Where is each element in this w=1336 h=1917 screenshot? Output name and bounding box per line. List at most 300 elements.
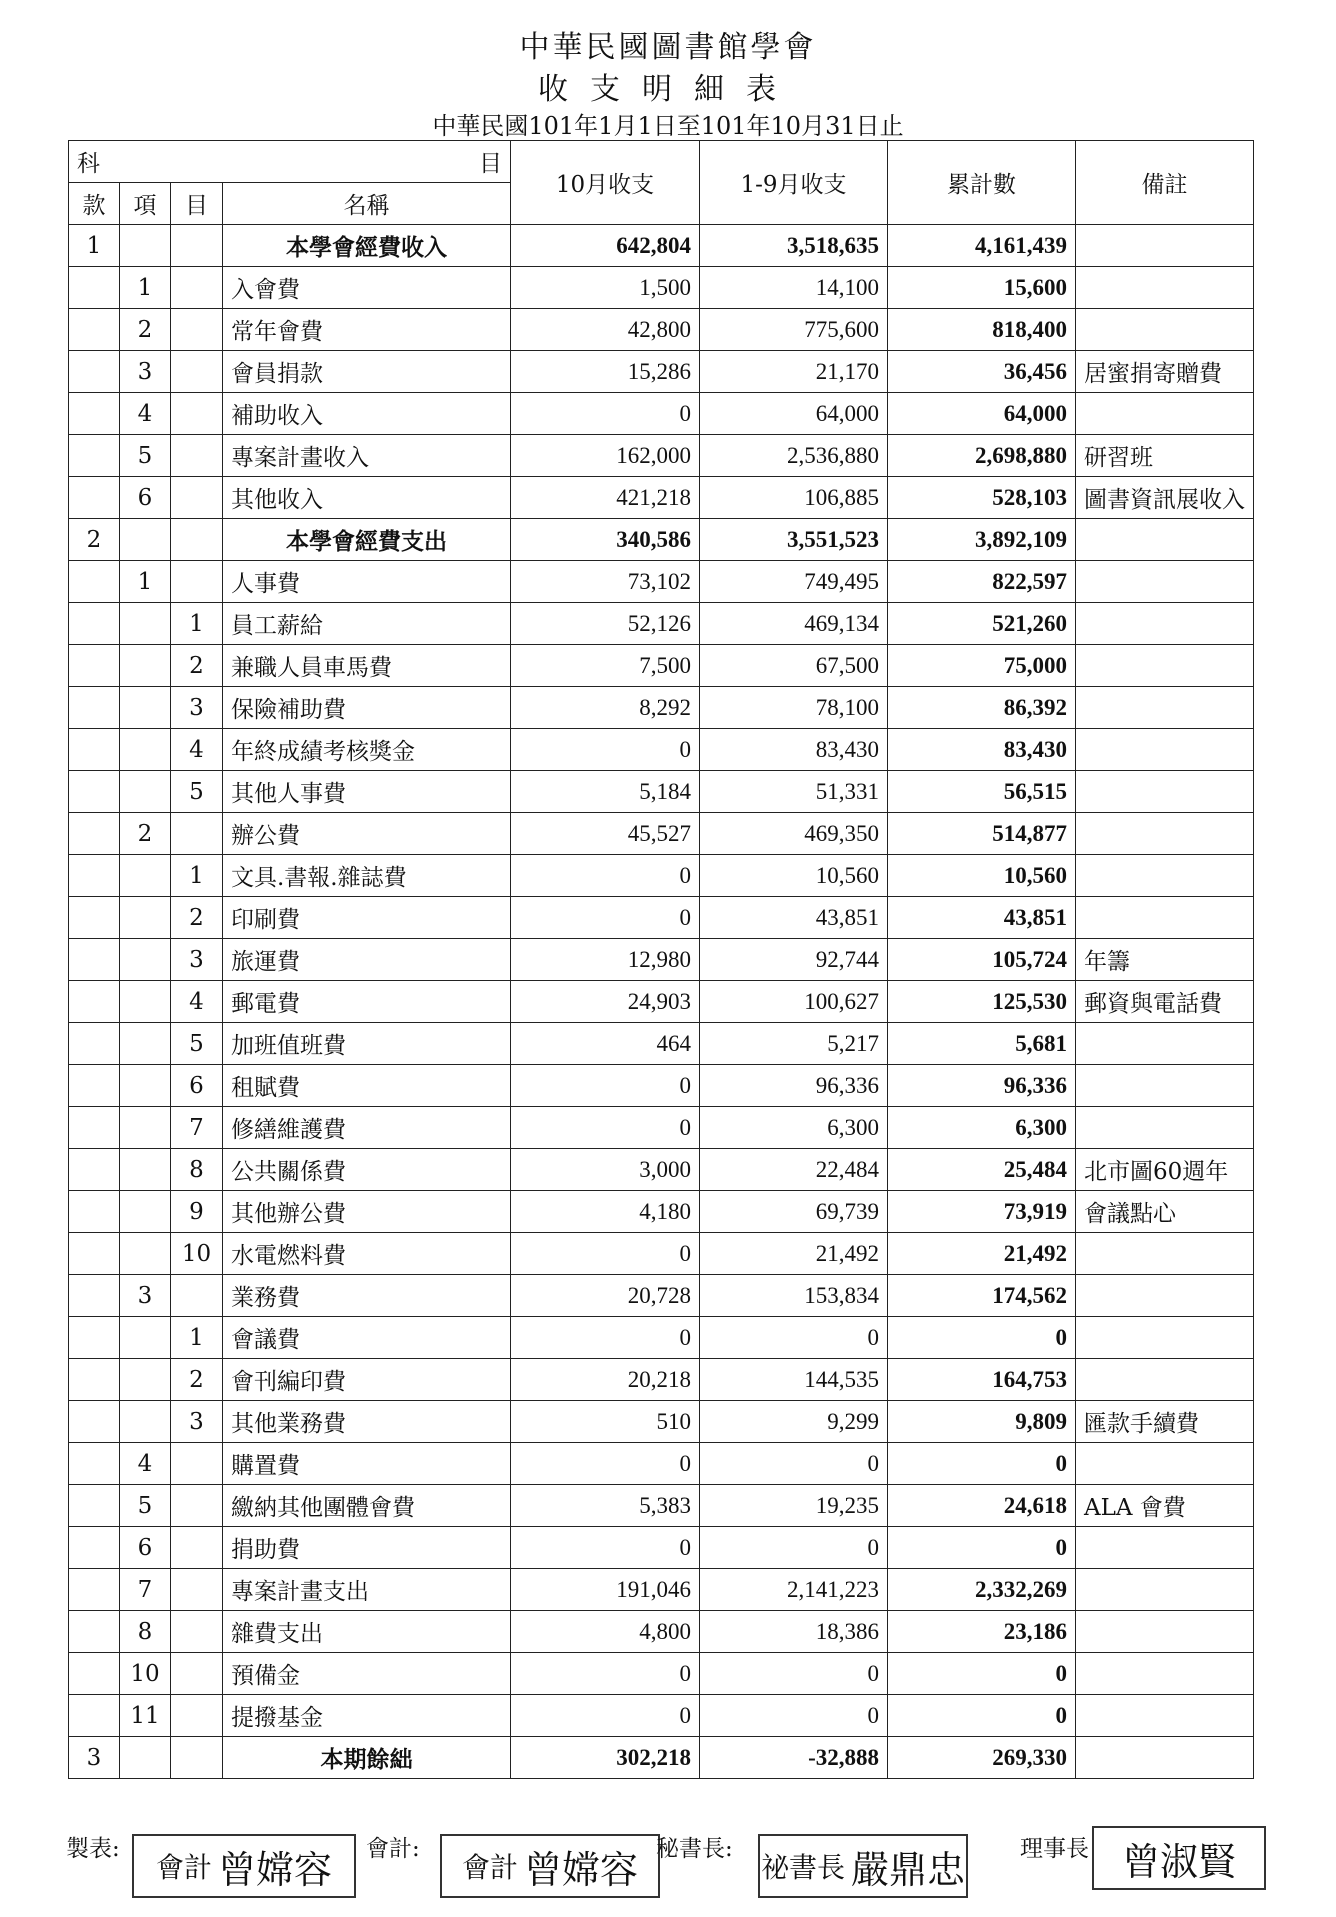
row-jan-sep: 19,235 bbox=[700, 1485, 888, 1527]
row-mu: 9 bbox=[171, 1191, 223, 1233]
row-mu bbox=[171, 1443, 223, 1485]
table-row bbox=[69, 1611, 1254, 1653]
row-cumulative: 43,851 bbox=[888, 897, 1076, 939]
table-row bbox=[69, 687, 1254, 729]
row-jan-sep: 51,331 bbox=[700, 771, 888, 813]
row-kuan bbox=[69, 813, 120, 855]
row-kuan bbox=[69, 1191, 120, 1233]
subject-header-left: 科 bbox=[77, 151, 100, 177]
table-row bbox=[69, 351, 1254, 393]
row-kuan bbox=[69, 1065, 120, 1107]
table-row bbox=[69, 1401, 1254, 1443]
row-jan-sep: 144,535 bbox=[700, 1359, 888, 1401]
row-jan-sep: 3,518,635 bbox=[700, 225, 888, 267]
row-oct: 0 bbox=[511, 1443, 700, 1485]
table-row bbox=[69, 813, 1254, 855]
row-mu bbox=[171, 519, 223, 561]
row-kuan bbox=[69, 1443, 120, 1485]
row-mu bbox=[171, 393, 223, 435]
row-xiang: 2 bbox=[120, 309, 171, 351]
prepared-stamp-title: 會計 bbox=[155, 1851, 212, 1884]
secretary-stamp-name: 嚴鼎忠 bbox=[851, 1847, 966, 1892]
row-oct: 642,804 bbox=[511, 225, 700, 267]
row-jan-sep: 83,430 bbox=[700, 729, 888, 771]
row-name: 郵電費 bbox=[223, 981, 511, 1023]
row-kuan bbox=[69, 309, 120, 351]
row-xiang: 4 bbox=[120, 393, 171, 435]
table-row bbox=[69, 1527, 1254, 1569]
header-row-1 bbox=[69, 141, 1254, 183]
row-note bbox=[1076, 645, 1254, 687]
row-mu: 1 bbox=[171, 603, 223, 645]
row-note: 研習班 bbox=[1076, 435, 1254, 477]
table-row bbox=[69, 1569, 1254, 1611]
row-xiang bbox=[120, 1359, 171, 1401]
row-name: 常年會費 bbox=[223, 309, 511, 351]
row-xiang bbox=[120, 771, 171, 813]
table-row bbox=[69, 561, 1254, 603]
chair-stamp-name: 曾淑賢 bbox=[1121, 1839, 1236, 1884]
row-cumulative: 0 bbox=[888, 1527, 1076, 1569]
row-mu bbox=[171, 225, 223, 267]
row-cumulative: 23,186 bbox=[888, 1611, 1076, 1653]
table-row bbox=[69, 1443, 1254, 1485]
table-row bbox=[69, 1317, 1254, 1359]
row-xiang: 11 bbox=[120, 1695, 171, 1737]
subject-header bbox=[69, 141, 511, 183]
row-xiang: 3 bbox=[120, 1275, 171, 1317]
row-note: 居蜜捐寄贈費 bbox=[1076, 351, 1254, 393]
table-row bbox=[69, 1653, 1254, 1695]
row-mu: 2 bbox=[171, 1359, 223, 1401]
row-jan-sep: -32,888 bbox=[700, 1737, 888, 1779]
row-name: 其他辦公費 bbox=[223, 1191, 511, 1233]
row-mu bbox=[171, 351, 223, 393]
row-note: 年籌 bbox=[1076, 939, 1254, 981]
accountant-stamp bbox=[440, 1834, 660, 1898]
row-mu: 2 bbox=[171, 897, 223, 939]
row-mu bbox=[171, 1275, 223, 1317]
row-jan-sep: 21,170 bbox=[700, 351, 888, 393]
row-jan-sep: 96,336 bbox=[700, 1065, 888, 1107]
table-row bbox=[69, 603, 1254, 645]
row-kuan bbox=[69, 1611, 120, 1653]
row-xiang bbox=[120, 1107, 171, 1149]
accountant-stamp-name: 曾嫦容 bbox=[524, 1847, 639, 1892]
row-name: 補助收入 bbox=[223, 393, 511, 435]
row-oct: 0 bbox=[511, 1107, 700, 1149]
row-oct: 0 bbox=[511, 393, 700, 435]
table-row bbox=[69, 1485, 1254, 1527]
row-cumulative: 269,330 bbox=[888, 1737, 1076, 1779]
row-mu bbox=[171, 435, 223, 477]
row-note bbox=[1076, 1569, 1254, 1611]
row-name: 兼職人員車馬費 bbox=[223, 645, 511, 687]
row-name: 提撥基金 bbox=[223, 1695, 511, 1737]
row-jan-sep: 106,885 bbox=[700, 477, 888, 519]
row-name: 會員捐款 bbox=[223, 351, 511, 393]
row-name: 捐助費 bbox=[223, 1527, 511, 1569]
table-row bbox=[69, 1359, 1254, 1401]
row-note bbox=[1076, 519, 1254, 561]
prepared-by-stamp bbox=[132, 1834, 356, 1898]
table-row bbox=[69, 645, 1254, 687]
row-xiang: 5 bbox=[120, 1485, 171, 1527]
row-mu bbox=[171, 477, 223, 519]
row-oct: 5,184 bbox=[511, 771, 700, 813]
table-row bbox=[69, 855, 1254, 897]
row-oct: 1,500 bbox=[511, 267, 700, 309]
row-note bbox=[1076, 1107, 1254, 1149]
row-note: 圖書資訊展收入 bbox=[1076, 477, 1254, 519]
row-note bbox=[1076, 1065, 1254, 1107]
row-note bbox=[1076, 687, 1254, 729]
col-header-oct: 10月收支 bbox=[511, 141, 700, 225]
row-xiang bbox=[120, 729, 171, 771]
row-jan-sep: 78,100 bbox=[700, 687, 888, 729]
row-name: 加班值班費 bbox=[223, 1023, 511, 1065]
row-xiang bbox=[120, 687, 171, 729]
row-xiang: 2 bbox=[120, 813, 171, 855]
row-cumulative: 0 bbox=[888, 1317, 1076, 1359]
row-xiang bbox=[120, 981, 171, 1023]
row-note bbox=[1076, 729, 1254, 771]
row-cumulative: 0 bbox=[888, 1695, 1076, 1737]
row-oct: 302,218 bbox=[511, 1737, 700, 1779]
row-xiang: 7 bbox=[120, 1569, 171, 1611]
row-oct: 4,180 bbox=[511, 1191, 700, 1233]
row-kuan bbox=[69, 687, 120, 729]
row-name: 本學會經費支出 bbox=[223, 519, 511, 561]
row-note bbox=[1076, 225, 1254, 267]
row-note bbox=[1076, 1317, 1254, 1359]
row-name: 保險補助費 bbox=[223, 687, 511, 729]
row-name: 預備金 bbox=[223, 1653, 511, 1695]
row-oct: 15,286 bbox=[511, 351, 700, 393]
row-cumulative: 528,103 bbox=[888, 477, 1076, 519]
row-cumulative: 125,530 bbox=[888, 981, 1076, 1023]
row-xiang bbox=[120, 225, 171, 267]
row-note bbox=[1076, 1443, 1254, 1485]
row-name: 租賦費 bbox=[223, 1065, 511, 1107]
row-oct: 42,800 bbox=[511, 309, 700, 351]
row-kuan bbox=[69, 1401, 120, 1443]
row-name: 其他人事費 bbox=[223, 771, 511, 813]
table-row bbox=[69, 393, 1254, 435]
table-row bbox=[69, 1737, 1254, 1779]
row-note bbox=[1076, 1695, 1254, 1737]
row-name: 業務費 bbox=[223, 1275, 511, 1317]
document-title: 收支明細表 bbox=[538, 72, 798, 107]
row-jan-sep: 5,217 bbox=[700, 1023, 888, 1065]
row-xiang bbox=[120, 897, 171, 939]
row-mu: 5 bbox=[171, 771, 223, 813]
row-kuan bbox=[69, 561, 120, 603]
row-mu bbox=[171, 813, 223, 855]
row-mu: 8 bbox=[171, 1149, 223, 1191]
col-header-jan-sep: 1-9月收支 bbox=[700, 141, 888, 225]
row-kuan bbox=[69, 1107, 120, 1149]
row-oct: 52,126 bbox=[511, 603, 700, 645]
col-header-xiang: 項 bbox=[120, 183, 171, 225]
row-jan-sep: 9,299 bbox=[700, 1401, 888, 1443]
table-row bbox=[69, 267, 1254, 309]
row-xiang: 1 bbox=[120, 267, 171, 309]
row-note bbox=[1076, 1653, 1254, 1695]
row-xiang bbox=[120, 1401, 171, 1443]
prepared-stamp-name: 曾嫦容 bbox=[218, 1847, 333, 1892]
row-name: 入會費 bbox=[223, 267, 511, 309]
row-cumulative: 6,300 bbox=[888, 1107, 1076, 1149]
row-kuan bbox=[69, 351, 120, 393]
row-note bbox=[1076, 771, 1254, 813]
row-oct: 510 bbox=[511, 1401, 700, 1443]
table-row bbox=[69, 309, 1254, 351]
row-mu: 4 bbox=[171, 981, 223, 1023]
col-header-cumulative: 累計數 bbox=[888, 141, 1076, 225]
row-cumulative: 73,919 bbox=[888, 1191, 1076, 1233]
row-oct: 191,046 bbox=[511, 1569, 700, 1611]
col-header-kuan: 款 bbox=[69, 183, 120, 225]
table-row bbox=[69, 1023, 1254, 1065]
row-jan-sep: 0 bbox=[700, 1653, 888, 1695]
row-xiang: 10 bbox=[120, 1653, 171, 1695]
row-cumulative: 174,562 bbox=[888, 1275, 1076, 1317]
row-xiang bbox=[120, 1233, 171, 1275]
row-kuan bbox=[69, 1695, 120, 1737]
row-mu: 6 bbox=[171, 1065, 223, 1107]
row-kuan bbox=[69, 1275, 120, 1317]
row-cumulative: 56,515 bbox=[888, 771, 1076, 813]
row-kuan bbox=[69, 1149, 120, 1191]
row-name: 本期餘絀 bbox=[223, 1737, 511, 1779]
row-cumulative: 521,260 bbox=[888, 603, 1076, 645]
row-name: 旅運費 bbox=[223, 939, 511, 981]
row-jan-sep: 18,386 bbox=[700, 1611, 888, 1653]
row-oct: 24,903 bbox=[511, 981, 700, 1023]
row-cumulative: 822,597 bbox=[888, 561, 1076, 603]
row-oct: 0 bbox=[511, 897, 700, 939]
row-mu: 3 bbox=[171, 687, 223, 729]
row-note bbox=[1076, 1023, 1254, 1065]
row-note bbox=[1076, 1527, 1254, 1569]
chairperson-label: 理事長 bbox=[1020, 1836, 1089, 1862]
row-jan-sep: 775,600 bbox=[700, 309, 888, 351]
row-cumulative: 10,560 bbox=[888, 855, 1076, 897]
row-oct: 0 bbox=[511, 1695, 700, 1737]
row-mu: 4 bbox=[171, 729, 223, 771]
table-row bbox=[69, 1107, 1254, 1149]
row-xiang bbox=[120, 1737, 171, 1779]
row-name: 公共關係費 bbox=[223, 1149, 511, 1191]
row-xiang bbox=[120, 645, 171, 687]
row-mu bbox=[171, 1485, 223, 1527]
row-oct: 0 bbox=[511, 855, 700, 897]
row-jan-sep: 64,000 bbox=[700, 393, 888, 435]
table-row bbox=[69, 1695, 1254, 1737]
signature-footer bbox=[0, 1822, 1336, 1902]
row-oct: 3,000 bbox=[511, 1149, 700, 1191]
row-xiang bbox=[120, 1191, 171, 1233]
row-xiang bbox=[120, 939, 171, 981]
row-mu bbox=[171, 1611, 223, 1653]
row-name: 專案計畫收入 bbox=[223, 435, 511, 477]
row-oct: 7,500 bbox=[511, 645, 700, 687]
row-jan-sep: 0 bbox=[700, 1695, 888, 1737]
row-name: 印刷費 bbox=[223, 897, 511, 939]
row-jan-sep: 0 bbox=[700, 1527, 888, 1569]
table-row bbox=[69, 1191, 1254, 1233]
ledger-table bbox=[68, 140, 1254, 1779]
row-oct: 20,728 bbox=[511, 1275, 700, 1317]
row-oct: 0 bbox=[511, 729, 700, 771]
row-kuan bbox=[69, 1485, 120, 1527]
row-kuan: 3 bbox=[69, 1737, 120, 1779]
row-mu: 1 bbox=[171, 1317, 223, 1359]
row-mu: 3 bbox=[171, 1401, 223, 1443]
row-kuan bbox=[69, 981, 120, 1023]
row-jan-sep: 153,834 bbox=[700, 1275, 888, 1317]
row-cumulative: 75,000 bbox=[888, 645, 1076, 687]
row-cumulative: 4,161,439 bbox=[888, 225, 1076, 267]
row-oct: 0 bbox=[511, 1653, 700, 1695]
row-cumulative: 25,484 bbox=[888, 1149, 1076, 1191]
row-jan-sep: 92,744 bbox=[700, 939, 888, 981]
prepared-by-label: 製表: bbox=[66, 1836, 120, 1862]
row-cumulative: 0 bbox=[888, 1443, 1076, 1485]
row-cumulative: 64,000 bbox=[888, 393, 1076, 435]
row-jan-sep: 67,500 bbox=[700, 645, 888, 687]
organization-name: 中華民國圖書館學會 bbox=[519, 30, 817, 65]
row-cumulative: 15,600 bbox=[888, 267, 1076, 309]
row-mu: 2 bbox=[171, 645, 223, 687]
ledger-body bbox=[69, 225, 1254, 1779]
row-name: 本學會經費收入 bbox=[223, 225, 511, 267]
row-name: 購置費 bbox=[223, 1443, 511, 1485]
row-kuan bbox=[69, 477, 120, 519]
row-mu: 3 bbox=[171, 939, 223, 981]
row-note: 郵資與電話費 bbox=[1076, 981, 1254, 1023]
row-xiang bbox=[120, 603, 171, 645]
row-mu: 10 bbox=[171, 1233, 223, 1275]
row-xiang bbox=[120, 1317, 171, 1359]
row-cumulative: 24,618 bbox=[888, 1485, 1076, 1527]
row-name: 會議費 bbox=[223, 1317, 511, 1359]
row-name: 會刊編印費 bbox=[223, 1359, 511, 1401]
report-period: 中華民國101年1月1日至101年10月31日止 bbox=[432, 112, 904, 140]
row-note bbox=[1076, 897, 1254, 939]
row-kuan: 1 bbox=[69, 225, 120, 267]
row-kuan bbox=[69, 771, 120, 813]
table-row bbox=[69, 435, 1254, 477]
row-note bbox=[1076, 267, 1254, 309]
row-kuan: 2 bbox=[69, 519, 120, 561]
row-xiang: 6 bbox=[120, 477, 171, 519]
table-row bbox=[69, 1149, 1254, 1191]
subject-header-right: 目 bbox=[479, 151, 502, 177]
row-note bbox=[1076, 603, 1254, 645]
row-oct: 421,218 bbox=[511, 477, 700, 519]
accountant-stamp-title: 會計 bbox=[461, 1851, 518, 1884]
row-name: 專案計畫支出 bbox=[223, 1569, 511, 1611]
row-xiang bbox=[120, 1065, 171, 1107]
row-kuan bbox=[69, 1653, 120, 1695]
row-xiang: 6 bbox=[120, 1527, 171, 1569]
row-mu bbox=[171, 561, 223, 603]
row-kuan bbox=[69, 645, 120, 687]
row-kuan bbox=[69, 1569, 120, 1611]
row-jan-sep: 100,627 bbox=[700, 981, 888, 1023]
col-header-name: 名稱 bbox=[223, 183, 511, 225]
row-note: ALA 會費 bbox=[1076, 1485, 1254, 1527]
row-oct: 0 bbox=[511, 1233, 700, 1275]
row-name: 年終成績考核獎金 bbox=[223, 729, 511, 771]
row-mu bbox=[171, 1737, 223, 1779]
row-kuan bbox=[69, 435, 120, 477]
row-kuan bbox=[69, 1023, 120, 1065]
row-note bbox=[1076, 1233, 1254, 1275]
row-cumulative: 21,492 bbox=[888, 1233, 1076, 1275]
row-oct: 0 bbox=[511, 1065, 700, 1107]
row-name: 其他收入 bbox=[223, 477, 511, 519]
row-cumulative: 2,698,880 bbox=[888, 435, 1076, 477]
row-jan-sep: 469,134 bbox=[700, 603, 888, 645]
row-cumulative: 2,332,269 bbox=[888, 1569, 1076, 1611]
table-row bbox=[69, 771, 1254, 813]
row-note bbox=[1076, 1737, 1254, 1779]
row-cumulative: 0 bbox=[888, 1653, 1076, 1695]
row-name: 水電燃料費 bbox=[223, 1233, 511, 1275]
row-jan-sep: 2,536,880 bbox=[700, 435, 888, 477]
row-name: 人事費 bbox=[223, 561, 511, 603]
row-kuan bbox=[69, 729, 120, 771]
row-cumulative: 86,392 bbox=[888, 687, 1076, 729]
row-oct: 464 bbox=[511, 1023, 700, 1065]
row-mu bbox=[171, 1569, 223, 1611]
table-row bbox=[69, 1233, 1254, 1275]
row-note bbox=[1076, 393, 1254, 435]
table-row bbox=[69, 939, 1254, 981]
row-name: 修繕維護費 bbox=[223, 1107, 511, 1149]
row-kuan bbox=[69, 1527, 120, 1569]
row-jan-sep: 10,560 bbox=[700, 855, 888, 897]
row-jan-sep: 21,492 bbox=[700, 1233, 888, 1275]
row-mu bbox=[171, 1527, 223, 1569]
row-xiang bbox=[120, 1023, 171, 1065]
secretary-stamp-title: 祕書長 bbox=[760, 1851, 845, 1884]
row-note bbox=[1076, 561, 1254, 603]
row-name: 繳納其他團體會費 bbox=[223, 1485, 511, 1527]
row-xiang bbox=[120, 519, 171, 561]
row-kuan bbox=[69, 1317, 120, 1359]
row-note bbox=[1076, 1611, 1254, 1653]
row-oct: 12,980 bbox=[511, 939, 700, 981]
row-xiang bbox=[120, 1149, 171, 1191]
row-kuan bbox=[69, 603, 120, 645]
row-mu: 7 bbox=[171, 1107, 223, 1149]
row-name: 文具.書報.雜誌費 bbox=[223, 855, 511, 897]
row-cumulative: 9,809 bbox=[888, 1401, 1076, 1443]
row-cumulative: 818,400 bbox=[888, 309, 1076, 351]
table-row bbox=[69, 1065, 1254, 1107]
col-header-note: 備註 bbox=[1076, 141, 1254, 225]
row-name: 雜費支出 bbox=[223, 1611, 511, 1653]
row-jan-sep: 69,739 bbox=[700, 1191, 888, 1233]
row-jan-sep: 14,100 bbox=[700, 267, 888, 309]
row-jan-sep: 22,484 bbox=[700, 1149, 888, 1191]
row-kuan bbox=[69, 393, 120, 435]
table-row bbox=[69, 477, 1254, 519]
